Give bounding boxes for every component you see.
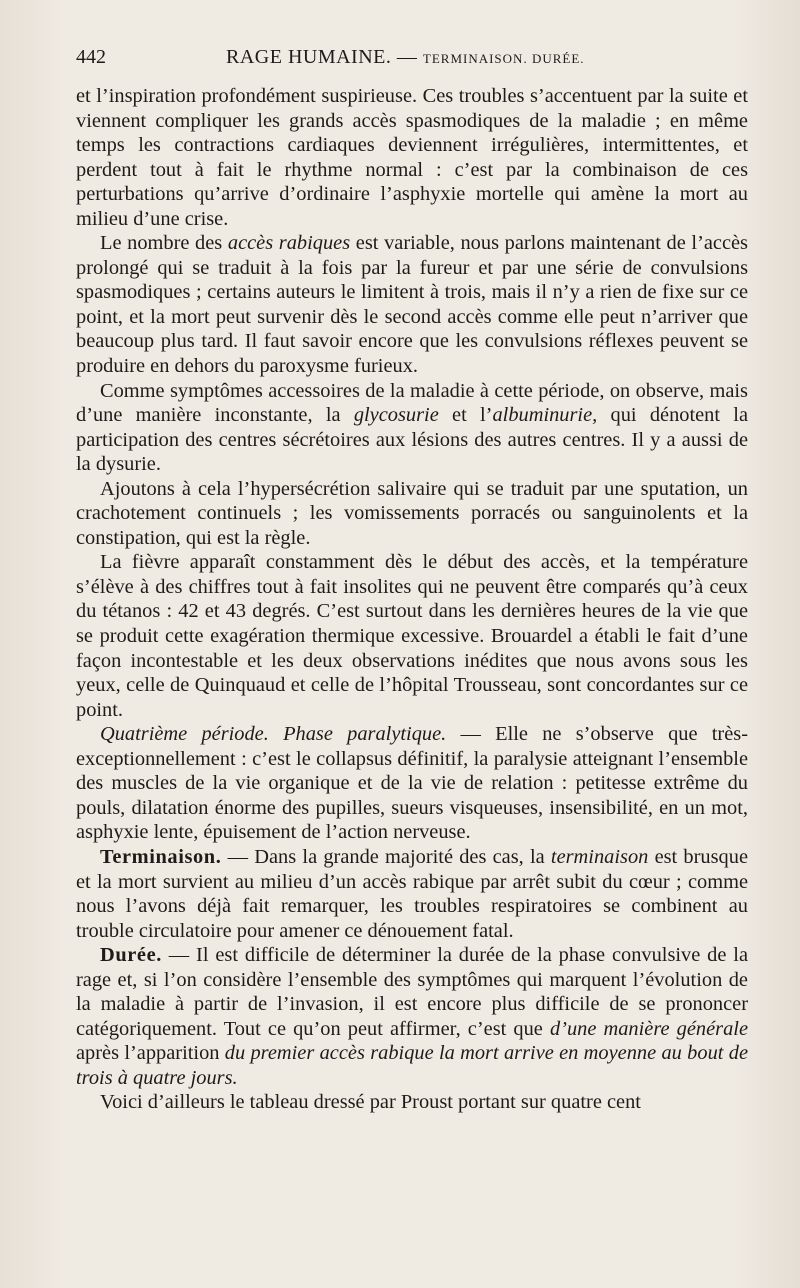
italic-term: glycosurie <box>353 404 439 427</box>
paragraph: et l’inspiration profondément suspirieuse. Ces troubles s’accentuent par la suite et viennent compliquer les grands accès spasmodiques de la maladie ; en même temps les contractions cardiaques deviennent irrégulières, intermittentes, et perdent tout à fait le rhythme normal : c’est par la combinaison de ces perturbations qu’arrive d’ordinaire l’asphyxie mortelle qui amène la mort au milieu d’une crise. <box>76 85 748 230</box>
page-number: 442 <box>76 46 106 68</box>
paragraph <box>76 943 748 1090</box>
section-heading: Terminaison. <box>100 845 222 868</box>
paragraph: La fièvre apparaît constamment dès le début des accès, et la température s’élève à des chiffres tout à fait insolites qui ne peuvent être comparés qu’à ceux du tétanos : 42 et 43 degrés. C’est surtout dans les dernières heures de la vie que se produit cette exagération thermique excessive. Brouardel a établi le fait d’une façon incontestable et les deux observations inédites que nous avons sous les yeux, celle de Quinquaud et celle de l’hôpital Trousseau, sont concordantes sur ce point. <box>76 551 748 721</box>
italic-term: du premier accès rabique la mort arrive en moyenne au bout de trois à quatre jours. <box>76 1042 748 1089</box>
text-run: et l’ <box>438 404 493 427</box>
text-run: Comme symptômes accessoires de la maladie à cette période, on observe, mais d’une manière inconstante, la <box>76 379 748 427</box>
text-run: est variable, nous parlons maintenant de l’accès prolongé qui se traduit à la fois par la fureur et par une série de convulsions spasmodiques ; certains auteurs le limitent à trois, mais il n’y a rien de fixe sur ce point, et la mort peut survenir dès le second accès comme elle peut n’arriver que beaucoup plus tard. Il faut savoir encore que les convulsions réflexes peuvent se produire en dehors du paroxysme furieux. <box>76 232 748 378</box>
paragraph <box>76 231 748 378</box>
section-heading: Durée. <box>100 944 162 967</box>
paragraph <box>76 845 748 943</box>
page-body <box>76 84 748 1115</box>
running-title-sub: TERMINAISON. DURÉE. <box>422 51 585 66</box>
text-run: — Elle ne s’observe que très-exceptionnellement : c’est le collapsus définitif, la paralysie atteignant l’ensemble des muscles de la vie organique et de la vie de relation : petitesse extrême du pouls, dilatation énorme des pupilles, sueurs visqueuses, insensibilité, en un mot, asphyxie lente, épuisement de l’action nerveuse. <box>76 723 748 844</box>
text-run: Le nombre des <box>100 232 228 255</box>
paragraph: Voici d’ailleurs le tableau dressé par Proust portant sur quatre cent <box>100 1091 641 1114</box>
running-title <box>226 46 585 69</box>
italic-term: accès rabiques <box>227 232 351 255</box>
italic-heading: Quatrième période. Phase paralytique. <box>100 723 447 746</box>
italic-term: d’une manière générale <box>549 1017 748 1040</box>
text-run: après l’apparition <box>76 1042 225 1065</box>
paragraph: Ajoutons à cela l’hypersécrétion salivaire qui se traduit par une sputation, un crachotement continuels ; les vomissements porracés ou sanguinolents et la constipation, qui est la règle. <box>76 477 748 549</box>
text-run: qui dénotent la participation des centres sécrétoires aux lésions des autres centres. Il y a aussi de la dysurie. <box>76 404 749 476</box>
text-run: — Dans la grande majorité des cas, la <box>221 845 551 868</box>
text-run: est brusque et la mort survient au milieu d’un accès rabique par arrêt subit du cœur ; comme nous l’avons déjà fait remarquer, les troubles respiratoires se combinent au trouble circulatoire pour amener ce dénouement fatal. <box>76 845 748 942</box>
paragraph <box>76 722 748 845</box>
text-run: — Il est difficile de déterminer la durée de la phase convulsive de la rage et, si l’on considère l’ensemble des symptômes qui marquent l’évolution de la maladie à partir de l’invasion, il est encore plus difficile de se prononcer catégoriquement. Tout ce qu’on peut affirmer, c’est que <box>76 944 748 1040</box>
paragraph <box>76 379 748 477</box>
page-header <box>76 46 748 82</box>
italic-term: albuminurie, <box>492 404 598 427</box>
italic-term: terminaison <box>550 845 649 868</box>
running-title-main: RAGE HUMAINE. — <box>226 46 418 68</box>
